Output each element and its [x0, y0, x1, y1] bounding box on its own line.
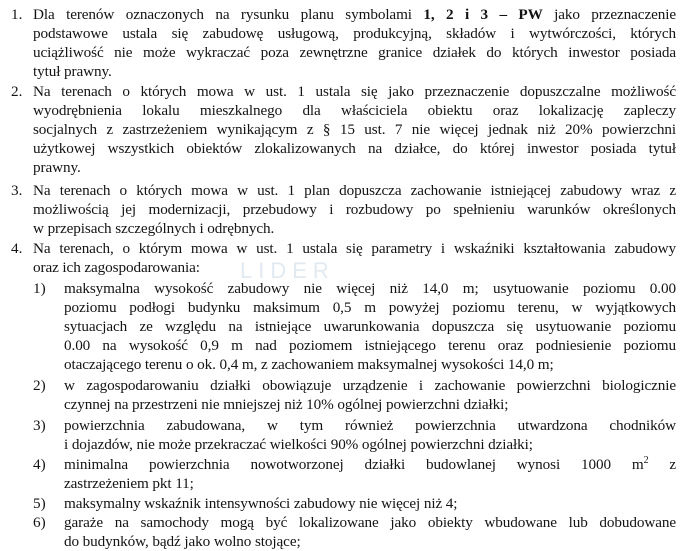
item-number: 5)	[33, 495, 46, 512]
section-number: 2.	[11, 83, 23, 100]
item-3-line-2: i dojazdów, nie może przekraczać wielkości 90% ogólnej powierzchni działki;	[64, 436, 533, 453]
item-1-line-4: 0.00 na wysokość 0,9 m nad poziomem istniejącego terenu oraz podniesienie poziomu	[64, 337, 676, 354]
section-number: 4.	[11, 240, 23, 257]
item-4-line-1: minimalna powierzchnia nowotworzonej działki budowlanej wynosi 1000 $m^2$ z	[64, 455, 677, 473]
section-1-line-3: uciążliwość nie może wykraczać poza zewnętrzne granice działek do których inwestor posiada	[33, 44, 676, 61]
watermark: LIDER	[240, 258, 335, 283]
item-1-line-1: maksymalna wysokość zabudowy nie więcej niż 14,0 m; usytuowanie poziomu 0.00	[64, 280, 676, 297]
section-4-line-2: oraz ich zagospodarowania:	[33, 259, 200, 276]
section-2-line-4: użytkowej wszystkich obiektów zlokalizowanych na działce, do której inwestor posiada tytuł	[33, 140, 676, 157]
item-2-line-2: czynnej na przestrzeni nie mniejszej niż 10% ogólnej powierzchni działki;	[64, 396, 509, 413]
section-1-line-4: tytuł prawny.	[33, 63, 112, 80]
item-number: 4)	[33, 456, 46, 473]
item-number: 2)	[33, 377, 46, 394]
item-1-line-3: sytuacjach ze względu na istniejące uwarunkowania dopuszcza się usytuowanie poziomu	[64, 318, 676, 335]
item-number: 6)	[33, 514, 46, 531]
item-6-line-1: garaże na samochody mogą być lokalizowane jako obiekty wbudowane lub dobudowane	[64, 514, 676, 531]
item-1-line-5: otaczającego terenu o ok. 0,4 m, z zachowaniem maksymalnej wysokości 14,0 m;	[64, 356, 554, 373]
item-6-line-2: do budynków, bądź jako wolno stojące;	[64, 533, 301, 550]
item-1-line-2: poziomu podłogi budynku maksimum 0,5 m powyżej poziomu terenu, w wyjątkowych	[64, 299, 676, 316]
item-number: 3)	[33, 417, 46, 434]
section-2-line-3: socjalnych z zastrzeżeniem wynikającym z § 15 ust. 7 nie więcej jednak niż 20% powierzchni	[33, 121, 676, 138]
section-number: 1.	[11, 6, 23, 23]
section-3-line-1: Na terenach o których mowa w ust. 1 plan dopuszcza zachowanie istniejącej zabudowy wraz z	[33, 182, 676, 199]
section-3-line-3: w przepisach szczególnych i odrębnych.	[33, 220, 275, 237]
section-1-line-1: Dla terenów oznaczonych na rysunku planu symbolami 1, 2 i 3 – PW jako przeznaczenie	[33, 6, 676, 23]
item-5-line-1: maksymalny wskaźnik intensywności zabudowy nie więcej niż 4;	[64, 495, 458, 512]
section-1-line-2: podstawowe ustala się zabudowę usługową, produkcyjną, składów i wytwórczości, których	[33, 25, 676, 42]
item-4-line-2: zastrzeżeniem pkt 11;	[64, 475, 194, 492]
section-2-line-2: wyodrębnienia lokalu mieszkalnego dla właściciela obiektu oraz lokalizację zapleczy	[33, 102, 676, 119]
section-3-line-2: możliwością jej modernizacji, przebudowy i rozbudowy po spełnieniu warunków określonych	[33, 201, 676, 218]
item-3-line-1: powierzchnia zabudowana, w tym również powierzchnia utwardzona chodników	[64, 417, 676, 434]
section-4-line-1: Na terenach, o którym mowa w ust. 1 ustala się parametry i wskaźniki kształtowania zabudowy	[33, 240, 676, 257]
section-2-line-5: prawny.	[33, 159, 81, 176]
item-2-line-1: w zagospodarowaniu działki obowiązuje urządzenie i zachowanie powierzchni biologicznie	[64, 377, 676, 394]
section-number: 3.	[11, 182, 23, 199]
section-2-line-1: Na terenach o których mowa w ust. 1 ustala się jako przeznaczenie dopuszczalne możliwość	[33, 83, 676, 100]
item-number: 1)	[33, 280, 46, 297]
